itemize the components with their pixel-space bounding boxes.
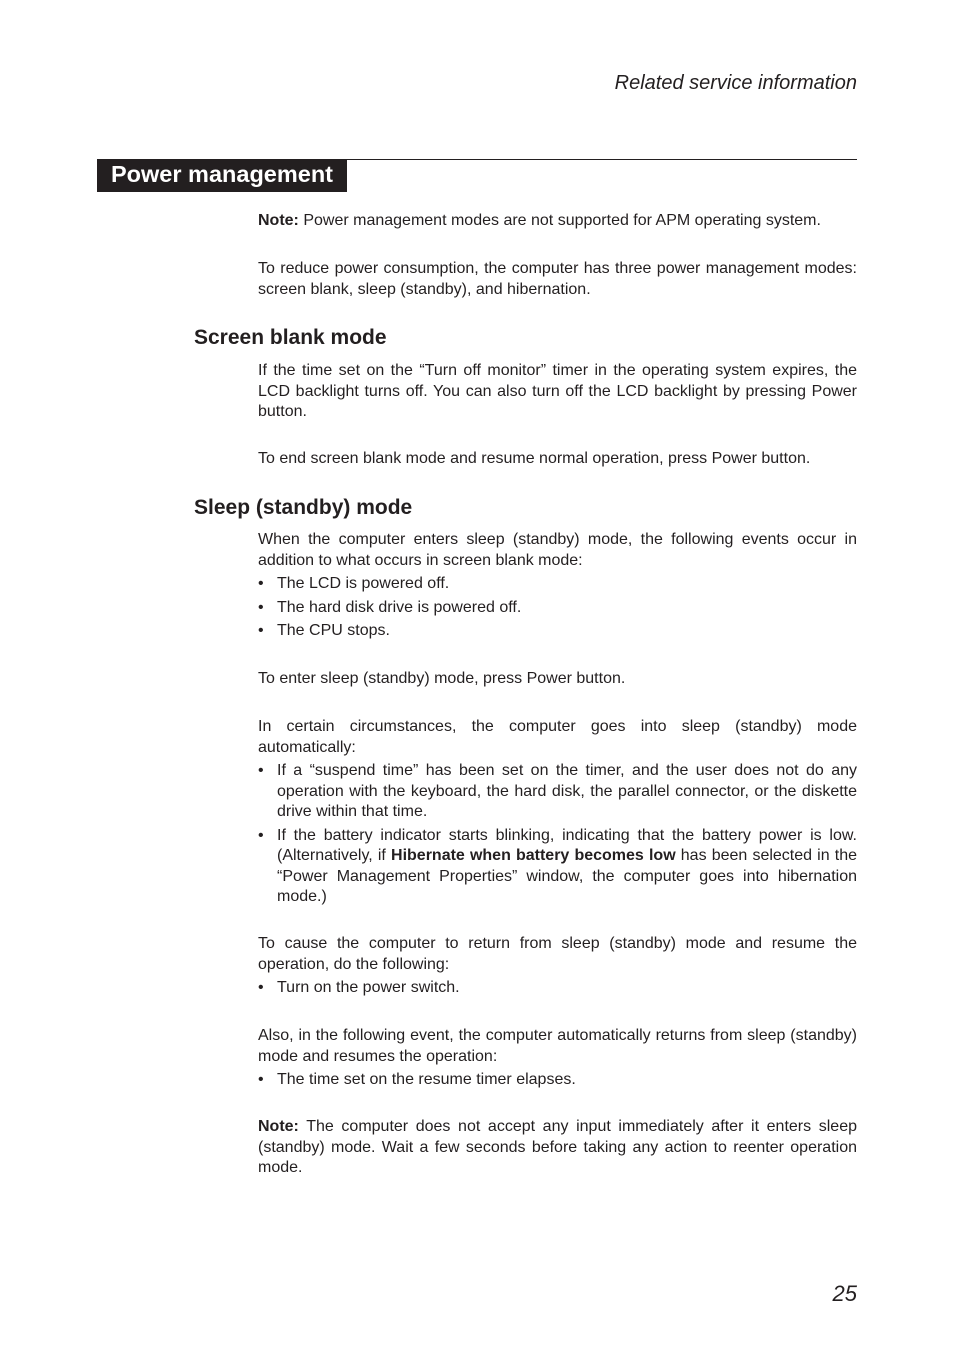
- list-item: • The CPU stops.: [258, 621, 857, 642]
- sleep-section-3: [258, 717, 857, 908]
- note-text: The computer does not accept any input immediately after it enters sleep (standby) mode. Wait a few seconds before taking any action to reenter operation mode.: [258, 1118, 857, 1176]
- sleep-section-5: [258, 1026, 857, 1091]
- list-item: • Turn on the power switch.: [258, 978, 857, 999]
- sleep-para3: In certain circumstances, the computer goes into sleep (standby) mode automatically:: [258, 718, 857, 756]
- note-label: Note:: [258, 212, 299, 229]
- sleep-para2: To enter sleep (standby) mode, press Power button.: [258, 670, 626, 687]
- list-item: • If a “suspend time” has been set on the timer, and the user does not do any operation with the keyboard, the hard disk, the parallel connector, or the diskette drive within that time.: [258, 761, 857, 823]
- intro-paragraph: To reduce power consumption, the computer has three power management modes: screen blank, sleep (standby), and hibernation.: [258, 260, 857, 298]
- return-list: [258, 978, 857, 999]
- list-item: • The time set on the resume timer elapses.: [258, 1070, 857, 1091]
- note-paragraph: [258, 211, 857, 232]
- sleep-note-paragraph: [258, 1117, 857, 1179]
- sleep-section-2: [258, 669, 857, 690]
- screen-blank-section: [258, 361, 857, 423]
- screen-blank-heading: Screen blank mode: [194, 326, 387, 349]
- sleep-para4: To cause the computer to return from sleep (standby) mode and resume the operation, do the following:: [258, 935, 857, 973]
- list-item: [258, 826, 857, 908]
- sleep-note: [258, 1117, 857, 1179]
- auto-sleep-list: [258, 761, 857, 908]
- intro-note: [258, 211, 857, 232]
- sleep-section-1: [258, 530, 857, 642]
- screen-blank-para2: To end screen blank mode and resume normal operation, press Power button.: [258, 450, 811, 467]
- auto2-bold: Hibernate when battery becomes low: [391, 847, 676, 864]
- resume-list: [258, 1070, 857, 1091]
- auto2-text-a: If the battery indicator starts blinking, indicating that the battery power is low. (Alternatively, if: [277, 826, 857, 864]
- auto2-text-b: has been selected in the “Power Management Properties” window, the computer goes into hibernation mode.): [277, 847, 858, 905]
- sleep-heading: Sleep (standby) mode: [194, 496, 413, 519]
- sleep-para1: When the computer enters sleep (standby) mode, the following events occur in addition to what occurs in screen blank mode:: [258, 531, 857, 569]
- list-item: • The hard disk drive is powered off.: [258, 598, 857, 619]
- page-title: Power management: [97, 159, 347, 192]
- note-text: Power management modes are not supported for APM operating system.: [298, 212, 821, 229]
- sleep-para5: Also, in the following event, the computer automatically returns from sleep (standby) mode and resumes the operation:: [258, 1027, 857, 1065]
- note-label: Note:: [258, 1118, 299, 1135]
- intro-paragraph-block: [258, 259, 857, 300]
- screen-blank-section-2: [258, 449, 857, 470]
- running-header: Related service information: [614, 72, 857, 94]
- sleep-section-4: [258, 934, 857, 999]
- sleep-events-list: [258, 574, 857, 642]
- screen-blank-para1: If the time set on the “Turn off monitor” timer in the operating system expires, the LCD backlight turns off. You can also turn off the LCD backlight by pressing Power button.: [258, 362, 857, 420]
- page-number: 25: [832, 1281, 857, 1306]
- list-item: • The LCD is powered off.: [258, 574, 857, 595]
